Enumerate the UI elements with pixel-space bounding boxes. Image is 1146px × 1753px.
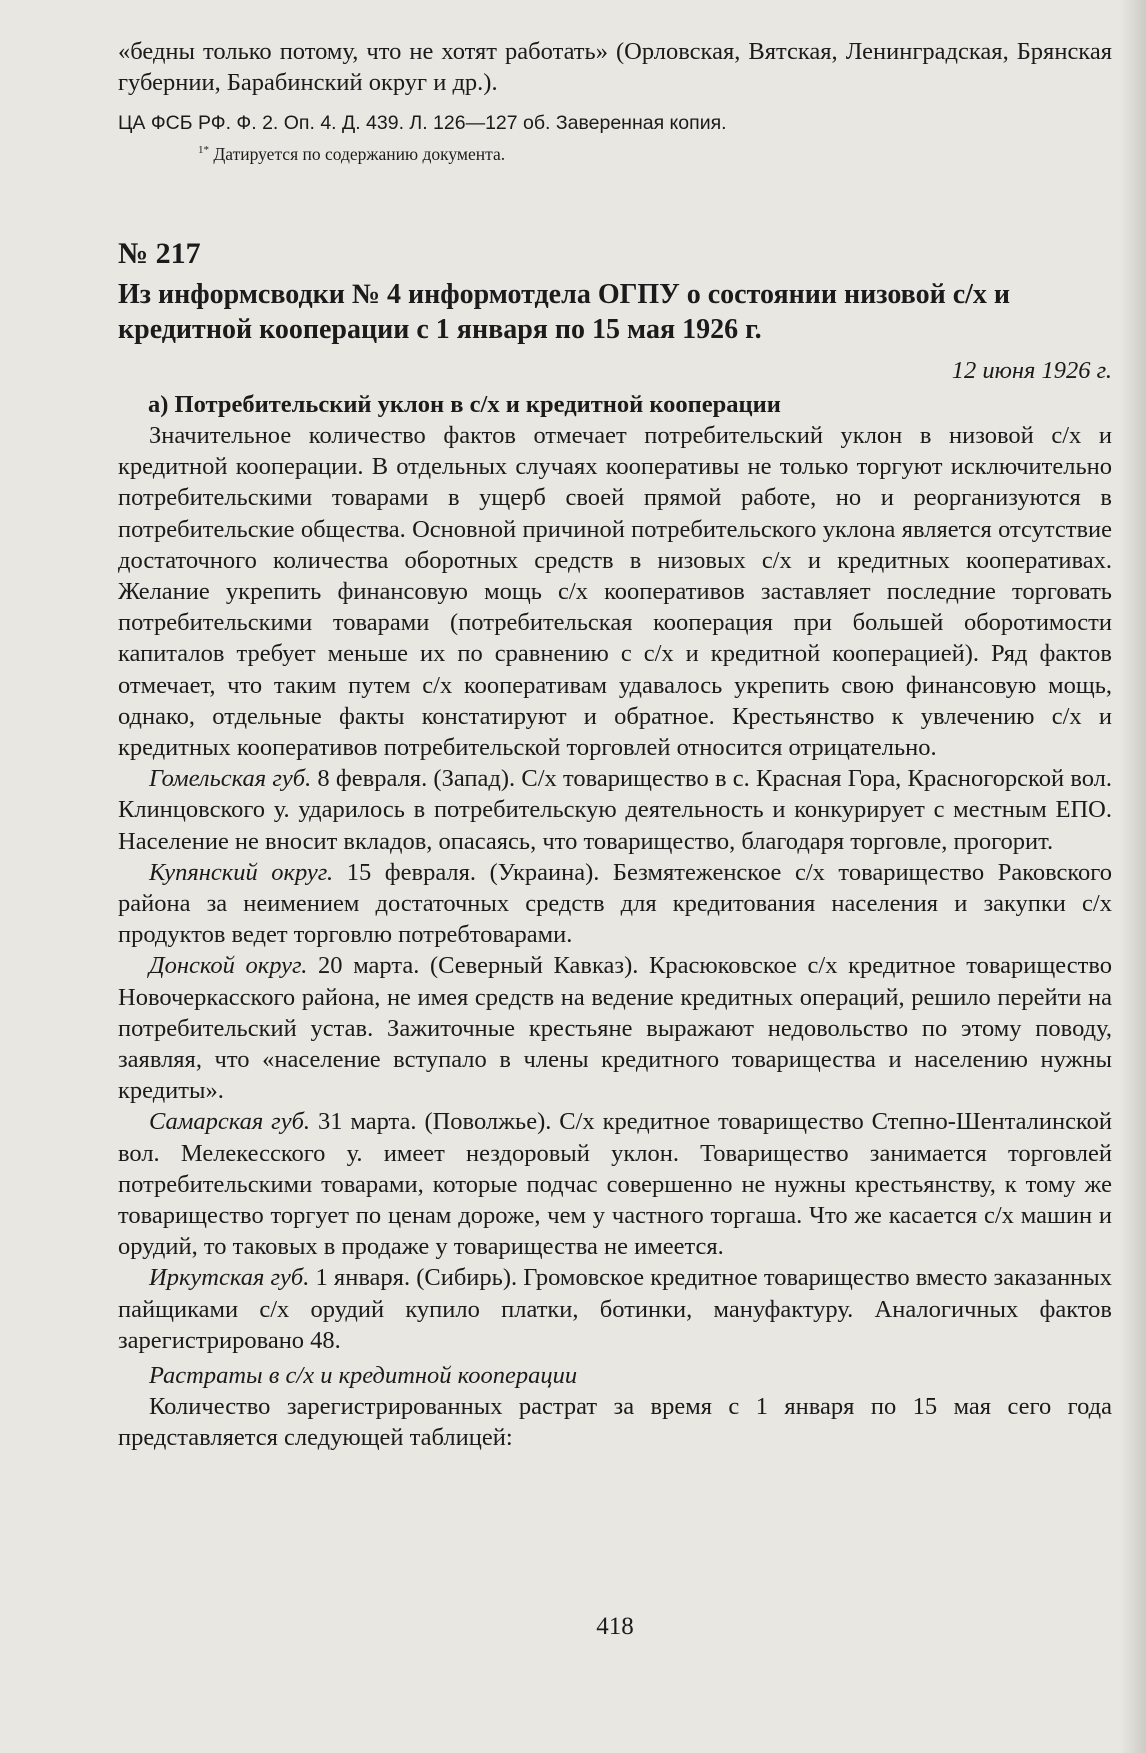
archive-reference: ЦА ФСБ РФ. Ф. 2. Оп. 4. Д. 439. Л. 126—127 об. Заверенная копия. bbox=[118, 112, 727, 134]
section-intro-paragraph: Значительное количество фактов отмечает потребительский уклон в низовой с/х и кредитной кооперации. В отдельных случаях кооперативы не только торгуют исключительно потребительскими товарами в ущерб своей прямой работе, но и реорганизуются в потребительские общества. Основной причиной потребительского уклона является отсутствие достаточного количества оборотных средств в низовых с/х и кредитных кооперативах. Желание укрепить финансовую мощь с/х кооперативов заставляет последние торговать потребительскими товарами (потребительская кооперация при большей оборотимости капиталов требует меньше их по сравнению с с/х и кредитной кооперацией). Ряд фактов отмечает, что таким путем с/х кооперативам удавалось укрепить свою финансовую мощь, однако, отдельные факты констатируют и обратное. Крестьянство к увлечению с/х и кредитных кооперативов потребительской торговлей относится отрицательно. bbox=[118, 422, 1112, 762]
report-text: 1 января. (Сибирь). Громовское кредитное товарищество вместо заказанных пайщиками с/х орудий купило платки, ботинки, мануфактуру. Аналогичных фактов зарегистрировано 48. bbox=[118, 1264, 1112, 1354]
section-heading-consumer-bias: а) Потребительский уклон в с/х и кредитной кооперации bbox=[148, 391, 781, 418]
document-number: № 217 bbox=[118, 237, 201, 270]
continuation-paragraph: «бедны только потому, что не хотят работать» (Орловская, Вятская, Ленинградская, Брянская губернии, Барабинский округ и др.). bbox=[118, 38, 1112, 96]
page-fold-shadow bbox=[1120, 0, 1146, 1753]
report-region: Гомельская губ. bbox=[149, 765, 312, 793]
report-kupyansk bbox=[118, 857, 1112, 951]
report-text: 31 марта. (Поволжье). С/х кредитное товарищество Степно-Шенталинской вол. Мелекесского у. имеет нездоровый уклон. Товарищество занимается торговлей потребительскими товарами, которые подчас совершенно не нужны крестьянству, к тому же товарищество торгует по ценам дороже, чем у частного торгаша. Что же касается с/х машин и орудий, то таковых в продаже у товарищества не имеется. bbox=[118, 1108, 1113, 1261]
footnote bbox=[198, 144, 1112, 165]
report-region: Донской округ. bbox=[149, 952, 308, 980]
page-number-text: 418 bbox=[596, 1613, 634, 1640]
embezzlement-intro-paragraph: Количество зарегистрированных растрат за время с 1 января по 15 мая сего года представляется следующей таблицей: bbox=[118, 1393, 1112, 1452]
report-irkutsk bbox=[118, 1262, 1112, 1356]
footnote-mark: 1* bbox=[198, 144, 209, 157]
page-number bbox=[0, 1613, 1146, 1641]
report-gomel bbox=[118, 763, 1112, 857]
report-don bbox=[118, 950, 1112, 1106]
report-samara bbox=[118, 1106, 1112, 1262]
report-region: Купянский округ. bbox=[149, 858, 334, 886]
report-text: 20 марта. (Северный Кавказ). Красюковское с/х кредитное товарищество Новочеркасского района, не имея средств на ведение кредитных операций, решило перейти на потребительский устав. Зажиточные крестьяне выражают недовольство по этому поводу, заявляя, что «население вступало в члены кредитного товарищества и населению нужны кредиты». bbox=[118, 952, 1112, 1105]
report-region: Иркутская губ. bbox=[149, 1264, 310, 1292]
footnote-text: Датируется по содержанию документа. bbox=[213, 144, 506, 164]
subheading-embezzlement: Растраты в с/х и кредитной кооперации bbox=[149, 1362, 578, 1390]
report-region: Самарская губ. bbox=[149, 1108, 311, 1136]
document-date: 12 июня 1926 г. bbox=[951, 357, 1112, 384]
document-title: Из информсводки № 4 информотдела ОГПУ о состоянии низовой с/х и кредитной кооперации с 1 января по 15 мая 1926 г. bbox=[118, 279, 1011, 345]
report-text: 15 февраля. (Украина). Безмятеженское с/х товарищество Раковского района за неимением достаточных средств для кредитования населения и закупки с/х продуктов ведет торговлю потребтоварами. bbox=[118, 858, 1112, 949]
report-text: 8 февраля. (Запад). С/х товарищество в с. Красная Гора, Красногорской вол. Клинцовского у. ударилось в потребительскую деятельность и конкурирует с местным ЕПО. Население не вносит вкладов, опасаясь, что товарищество, благодаря торговле, прогорит. bbox=[118, 765, 1112, 855]
